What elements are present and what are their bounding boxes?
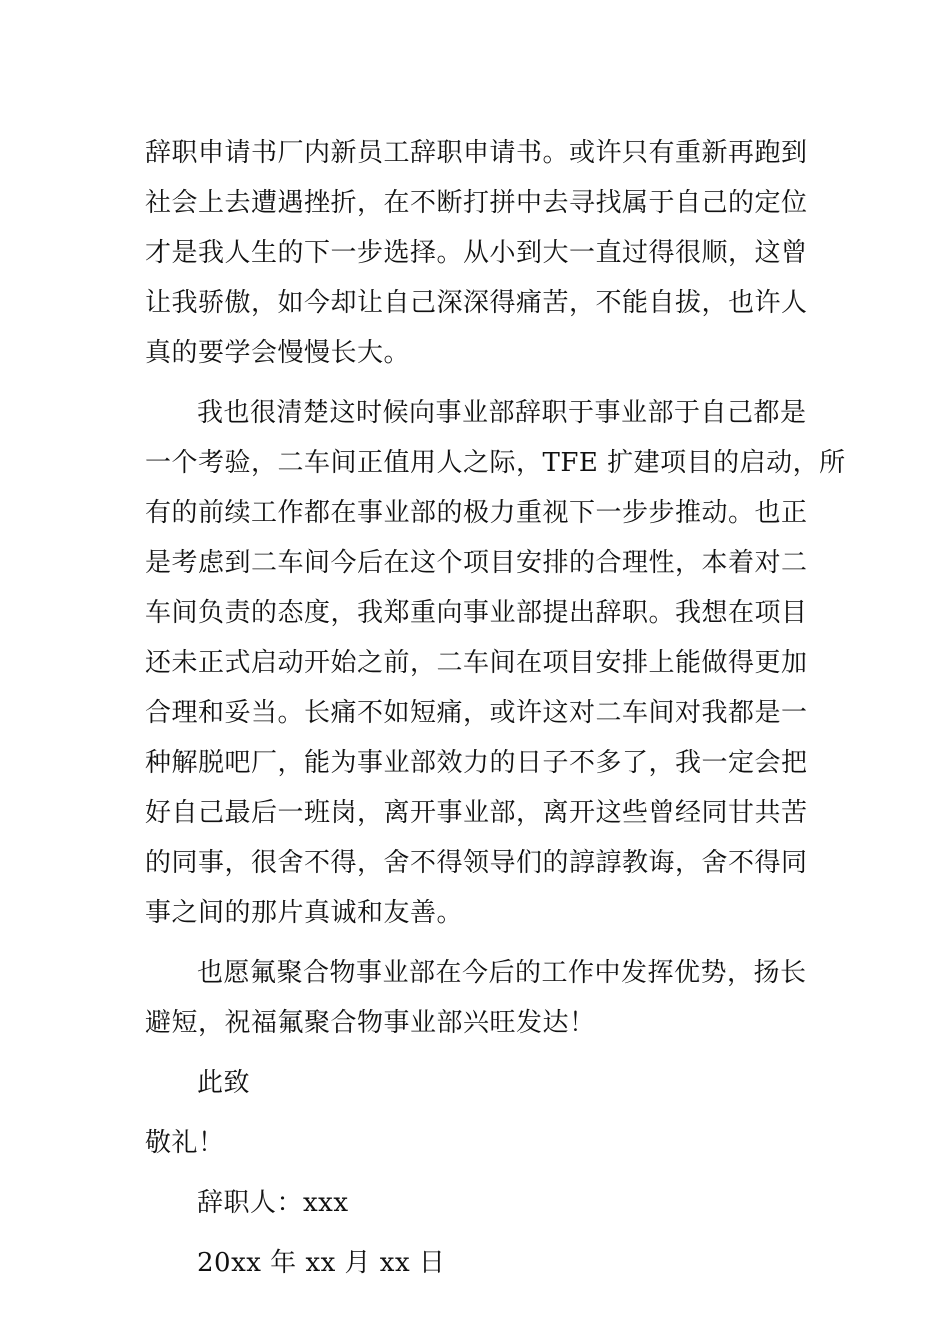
body-line: 避短，祝福氟聚合物事业部兴旺发达！	[145, 1008, 596, 1038]
body-line: 辞职申请书厂内新员工辞职申请书。或许只有重新再跑到	[145, 138, 808, 168]
paragraph-gap	[145, 1048, 810, 1058]
letter-body	[145, 128, 846, 1288]
body-line: 我也很清楚这时候向事业部辞职于事业部于自己都是	[197, 398, 807, 428]
body-line: 也愿氟聚合物事业部在今后的工作中发挥优势，扬长	[197, 958, 807, 988]
body-line: 种解脱吧厂，能为事业部效力的日子不多了，我一定会把	[145, 748, 808, 778]
body-line: 事之间的那片真诚和友善。	[145, 898, 464, 928]
body-line: 的同事，很舍不得，舍不得领导们的諄諄教诲，舍不得同	[145, 848, 808, 878]
body-line: 车间负责的态度，我郑重向事业部提出辞职。我想在项目	[145, 598, 808, 628]
body-line: 让我骄傲，如今却让自己深深得痛苦，不能自拔，也许人	[145, 288, 808, 318]
closing-salutation: 此致	[197, 1068, 251, 1098]
paragraph-gap	[145, 938, 810, 948]
body-line: 一个考验，二车间正值用人之际，TFE 扩建项目的启动，所	[145, 448, 846, 478]
paragraph-gap	[145, 1228, 810, 1238]
body-line: 是考虑到二车间今后在这个项目安排的合理性，本着对二	[145, 548, 808, 578]
body-line: 合理和妥当。长痛不如短痛，或许这对二车间对我都是一	[145, 698, 808, 728]
body-line: 有的前续工作都在事业部的极力重视下一步步推动。也正	[145, 498, 808, 528]
closing-regards: 敬礼！	[145, 1128, 225, 1158]
paragraph-gap	[145, 1168, 810, 1178]
paragraph-gap	[145, 378, 810, 388]
paragraph-gap	[145, 1108, 810, 1118]
body-line: 好自己最后一班岗，离开事业部，离开这些曾经同甘共苦	[145, 798, 808, 828]
signature-line: 辞职人：xxx	[197, 1188, 349, 1218]
body-line: 还未正式启动开始之前，二车间在项目安排上能做得更加	[145, 648, 808, 678]
body-line: 真的要学会慢慢长大。	[145, 338, 411, 368]
body-line: 才是我人生的下一步选择。从小到大一直过得很顺，这曾	[145, 238, 808, 268]
date-line: 20xx 年 xx 月 xx 日	[197, 1248, 446, 1278]
body-line: 社会上去遭遇挫折，在不断打拼中去寻找属于自己的定位	[145, 188, 808, 218]
